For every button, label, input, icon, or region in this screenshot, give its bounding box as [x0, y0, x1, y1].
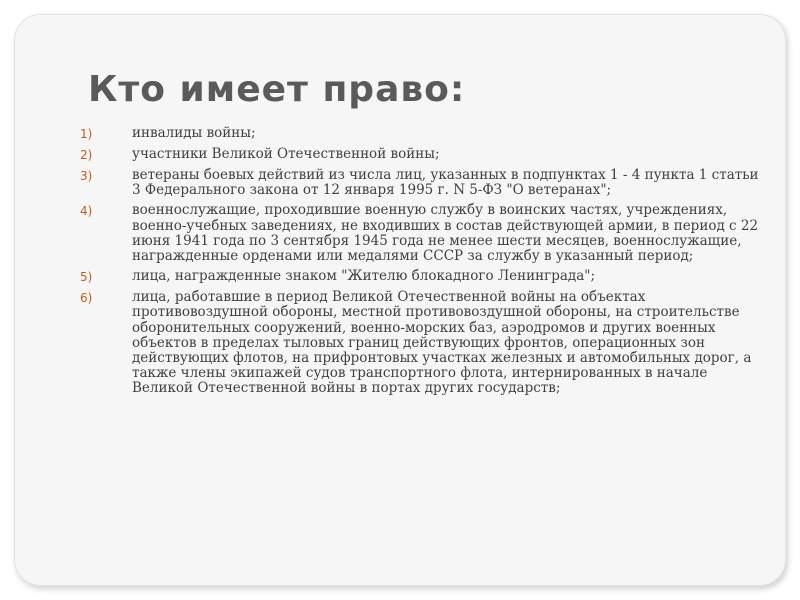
- list-item: [80, 290, 760, 396]
- list-item: [80, 203, 760, 264]
- list-item: [80, 126, 760, 142]
- slide-title: Кто имеет право:: [88, 69, 466, 110]
- list-item-text: военнослужащие, проходившие военную службу в воинских частях, учреждениях, военно-учебных заведениях, не входивших в состав действующей армии, в период с 22 июня 1941 года по 3 сентября 1945 года не менее шести месяцев, военнослужащие, награжденные орденами или медалями СССР за службу в указанный период;: [132, 202, 759, 265]
- list-marker: 1): [80, 127, 93, 141]
- list-item-text: лица, награжденные знаком "Жителю блокадного Ленинграда";: [132, 268, 596, 285]
- list-item-text: лица, работавшие в период Великой Отечественной войны на объектах противовоздушной обороны, местной противовоздушной обороны, на строительстве оборонительных сооружений, военно-морских баз, аэродромов и других военных объектов в пределах тыловых границ действующих фронтов, операционных зон действующих флотов, на прифронтовых участках железных и автомобильных дорог, а также члены экипажей судов транспортного флота, интернированных в начале Великой Отечественной войны в портах других государств;: [132, 289, 752, 397]
- list-marker: 2): [80, 148, 93, 162]
- list-item-text: участники Великой Отечественной войны;: [132, 146, 440, 162]
- list-item-text: ветераны боевых действий из числа лиц, указанных в подпунктах 1 - 4 пункта 1 статьи 3 Федерального закона от 12 января 1995 г. N 5-ФЗ "О ветеранах";: [132, 167, 759, 199]
- eligibility-list: [80, 126, 760, 402]
- list-marker: 4): [80, 204, 93, 219]
- list-item: [80, 269, 760, 285]
- list-marker: 3): [80, 169, 93, 183]
- list-item-text: инвалиды войны;: [132, 125, 256, 141]
- list-item: [80, 168, 760, 198]
- list-item: [80, 147, 760, 163]
- list-marker: 5): [80, 270, 93, 285]
- list-marker: 6): [80, 291, 93, 306]
